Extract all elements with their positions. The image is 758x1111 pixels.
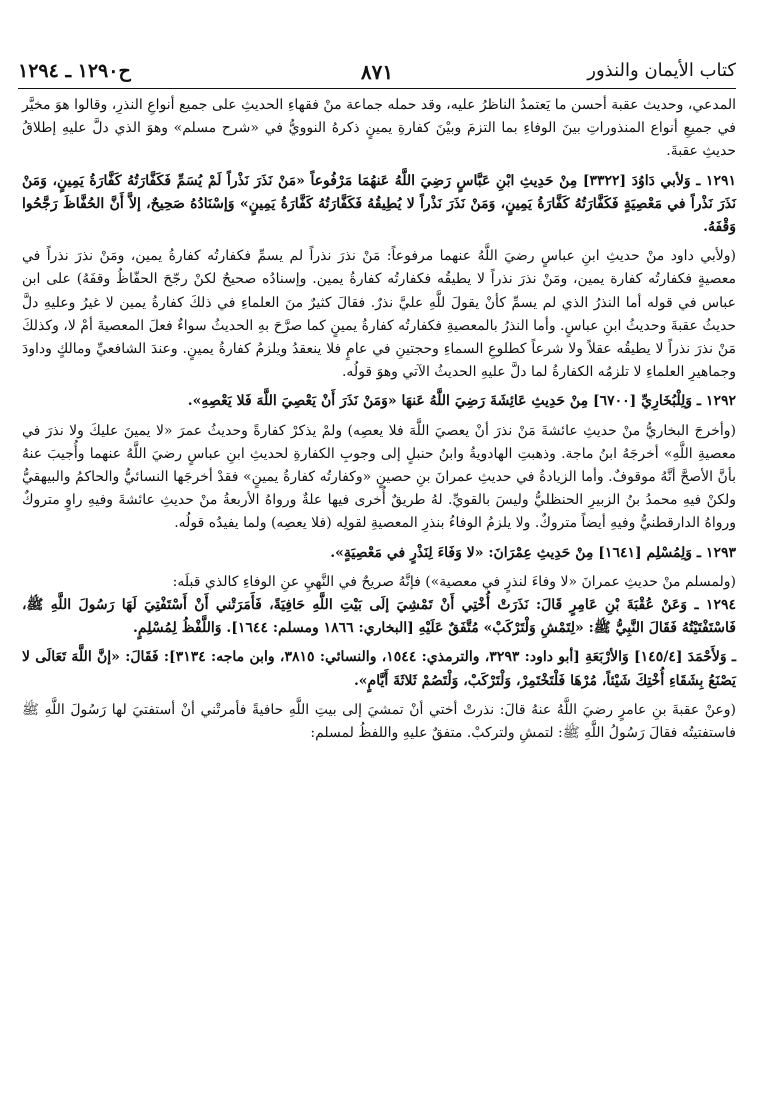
commentary-paragraph: المدعي، وحديث عقبة أحسن ما يَعتمدُ الناظرُ عليه، وقد حمله جماعة منْ فقهاءِ الحديثِ على جميع أنواعِ النذرِ، وقالوا هوَ مخيَّر في جميعِ أنواع المنذوراتِ بينَ الوفاءِ بما التزمَ وبيْنَ كفارةِ يمينٍ ذكرهُ النوويُّ في «شرح مسلم» وهوَ الذي دلَّ عليهِ إطلاقُ حديثِ عقبةَ. bbox=[22, 97, 736, 160]
commentary-paragraph: (وأخرجَ البخاريُّ منْ حديثِ عائشةَ مَنْ نذرَ أنْ يعصيَ اللَّهَ فلا يعصِه) ولمْ يذكرْ كفارةً وحديثُ عمرَ «لا يمينَ عليكَ ولا نذرَ في معصيةِ اللَّهِ» أخرجَهُ ابنُ ماجة. وذهبتِ الهادويةُ وابنُ حنبلٍ إلى وجوبِ الكفارةِ لحديثِ ابنِ عباسٍ رضيَ اللَّهُ عنهما وأُجيبَ عنهُ بأنَّ الأصحَّ أنَّهُ موقوفٌ. وأما الزيادةُ في حديثِ عمرانَ بنِ حصينٍ «وكفارتُه كفارةُ يمينٍ» فقدْ أخرجَها النسائيُّ والحاكمُ والبيهقيُّ ولكنْ فيهِ محمدُ بنُ الزبيرِ الحنظليُّ وليسَ بالقويِّ. لهُ طريقٌ أُخرى فيها علةٌ ورواهُ الأربعةُ منْ حديثِ عائشةَ وفيهِ راوٍ متروكٌ ورواهُ الدارقطنيُّ وفيهِ أيضاً متروكٌ. ولا يلزمُ الوفاءُ بنذرِ المعصيةِ لقولِه (فلا يعصِه) ولما يفيدُه قولُه. bbox=[22, 422, 736, 532]
hadith-1292: ١٢٩٢ ـ وَلِلْبُخَارِيِّ [٦٧٠٠] مِنْ حَدِيثِ عَائِشَةَ رَضِيَ اللَّهُ عَنهَا «وَمَنْ نَذَرَ أَنْ يَعْصِيَ اللَّهَ فَلا يَعْصِهِ». bbox=[187, 393, 736, 410]
hadith-range: ح١٢٩٠ ـ ١٢٩٤ bbox=[18, 60, 131, 82]
commentary-paragraph: (وعنْ عقبةَ بنِ عامرٍ رضيَ اللَّهُ عنهُ قالَ: نذرتْ أختي أنْ تمشيَ إلى بيتِ اللَّهِ حافيةً فأمرتْني أنْ أستفتيَ لها رَسُولَ اللَّهِ ﷺ فاستفتيتُه فقالَ رَسُولُ اللَّهِ ﷺ: لتمشِ ولتركبْ. متفقٌ عليهِ واللفظُ لمسلم: bbox=[22, 701, 736, 742]
page-header bbox=[18, 54, 736, 89]
page-number: ٨٧١ bbox=[360, 60, 394, 84]
commentary-paragraph: (ولمسلم منْ حديثِ عمرانَ «لا وفاءَ لنذرٍ في معصية») فإنَّهُ صريحٌ في النَّهيِ عنِ الوفاءِ كالذي قبلَه: bbox=[172, 573, 736, 590]
hadith-number: ١٢٩١ bbox=[705, 172, 736, 189]
hadith-1294: ١٢٩٤ ـ وَعَنْ عُقْبَةَ بْنِ عَامِرٍ قَالَ: نَذَرَتْ أُخْتِي أَنْ تَمْشِيَ إلَى بَيْتِ اللَّهِ حَافِيَةً، فَأَمَرَتْني أَنْ أَسْتَفْتِيَ لَهَا رَسُولَ اللَّهِ ﷺ، فَاسْتَفْتَيْتُهُ فَقَالَ النَّبِيُّ ﷺ: «لِتَمْشِ وَلْتَرْكَبْ» مُتَّفَقٌ عَلَيْهِ [البخاري: ١٨٦٦ ومسلم: ١٦٤٤]. وَاللَّفْظُ لِمُسْلِمٍ. bbox=[22, 597, 736, 637]
hadith-1291: ١٢٩١ ـ وَلأبي دَاوُدَ [٣٣٢٢] مِنْ حَدِيثِ ابْنِ عَبَّاسٍ رَضِيَ اللَّهُ عَنهُمَا مَرْفُوعاً «مَنْ نَذَرَ نَذْراً لَمْ يُسَمِّ فَكَفَّارَتُهُ كَفَّارَةُ يَمِينٍ، وَمَنْ نَذَرَ نَذْراً في مَعْصِيَةٍ فَكَفَّارَتُهُ كَفَّارَةُ يَمِينٍ، وَمَنْ نَذَرَ نَذْراً لا يُطِيقُهُ فَكَفَّارَتُهُ كَفَّارَةُ يَمِينٍ» وَإسْنَادُهُ صَحِيحٌ، إلاَّ أَنَّ الحُفَّاظَ رَجَّحُوا وَقْفَهُ. bbox=[22, 172, 736, 236]
hadith-number: ١٢٩٤ bbox=[705, 597, 736, 614]
hadith-addendum: ـ وَلأَحْمَدَ [١٤٥/٤] وَالأرْبَعَةِ [أبو داود: ٣٢٩٣، والترمذي: ١٥٤٤، والنسائي: ٣٨١٥، وابن ماجه: ٣١٣٤]: فَقَالَ: «إنَّ اللَّهَ تَعَالَى لا يَصْنَعُ بِشَقَاءِ أُخْتِكَ شَيْئاً، مُرْهَا فَلْتَخْتَمِرْ، وَلْتَرْكَبْ، وَلْتَصُمْ ثَلاثَةَ أَيَّامٍ». bbox=[22, 649, 737, 689]
commentary-paragraph: (ولأبي داود منْ حديثِ ابنِ عباسٍ رضيَ اللَّهُ عنهما مرفوعاً: مَنْ نذرَ نذراً لم يسمِّ فكفارتُه كفارةُ يمين، ومَنْ نذرَ نذراً في معصيةٍ فكفارتُه كفارة يمين، ومَنْ نذرَ نذراً لا يطيقُه فكفارتُه كفارةُ يمين. وإسنادُه صحيحٌ لكنْ رجّحَ الحفّاظُ وقفَهُ) على ابن عباس في قوله أما النذرُ الذي لم يسمِّ كأنْ يقولَ للَّهِ عليَّ نذرٌ. فقالَ كثيرٌ منَ العلماءِ في ذلكَ كفارةُ يمين لا غيرُ وعليهِ دلَّ حديثُ عقبةَ وحديثُ ابنِ عباسٍ. وأما النذرُ بالمعصيةِ فكفارتُه كفارةُ يمينٍ كما صرَّحَ بهِ الحديثُ سواءٌ فعلَ المعصيةَ أمْ لا، وكذلكَ مَنْ نذرَ نذراً لا يطيقُه عقلاً ولا شرعاً كطلوعِ السماءِ وحجتينِ في عامٍ فلا ينعقدُ ويلزمُ كفارةُ يمينٍ. وعندَ الشافعيِّ ومالكٍ وداودَ وجماهيرِ العلماءِ لا تلزمُه الكفارةُ لما دلَّ عليهِ الحديثُ الآتي وهوَ قولُه. bbox=[22, 248, 736, 381]
hadith-number: ١٢٩٢ bbox=[705, 393, 736, 410]
book-title: كتاب الأيمان والنذور bbox=[587, 60, 736, 81]
hadith-1293: ١٢٩٣ ـ وَلِمُسْلِم [١٦٤١] مِنْ حَدِيثِ عِمْرَانَ: «لا وَفَاءَ لِنَذْرٍ في مَعْصِيَةٍ». bbox=[330, 544, 736, 561]
hadith-number: ١٢٩٣ bbox=[705, 544, 736, 561]
page-body bbox=[22, 94, 736, 745]
